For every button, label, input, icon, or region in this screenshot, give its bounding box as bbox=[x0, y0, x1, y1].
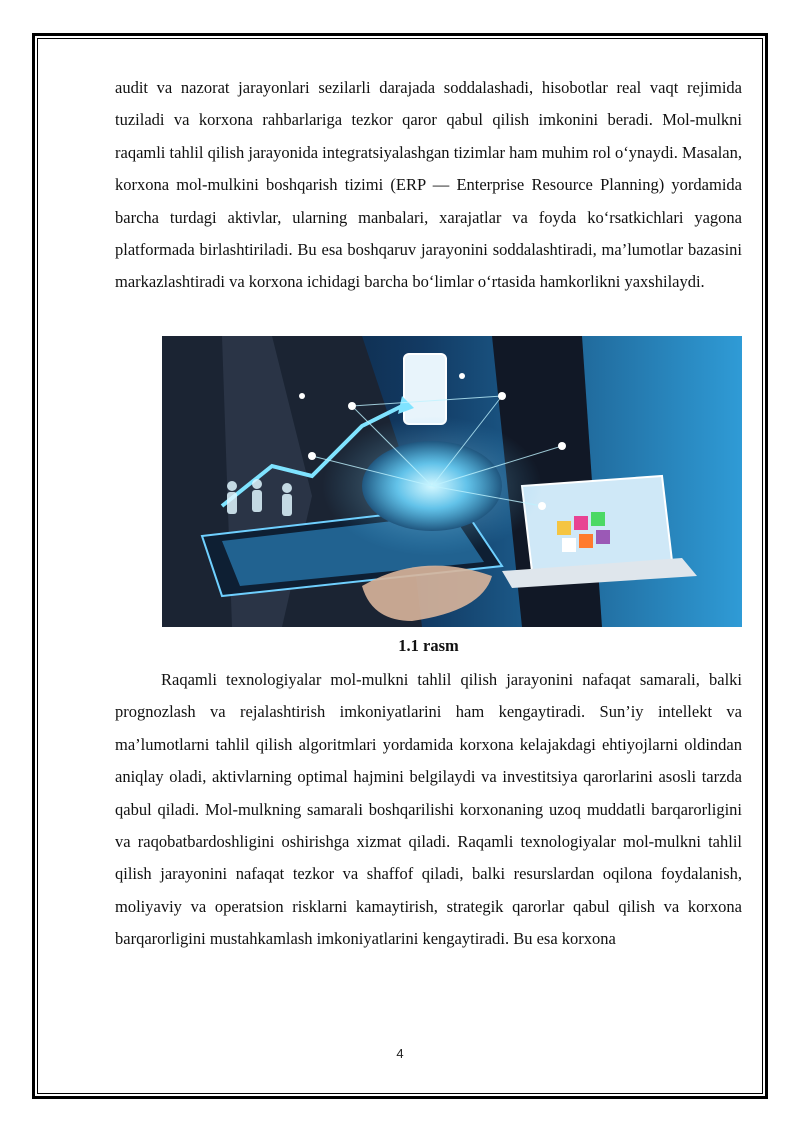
body-paragraph-1: audit va nazorat jarayonlari sezilarli darajada soddalashadi, hisobotlar real vaqt rejimida tuziladi va korxona rahbarlariga tezkor qaror qabul qilish imkonini beradi. Mol-mulkni raqamli tahlil qilish jarayonida integratsiyalashgan tizimlar ham muhim rol o‘ynaydi. Masalan, korxona mol-mulkini boshqarish tizimi (ERP — Enterprise Resource Planning) yordamida barcha turdagi aktivlar, ularning manbalari, xarajatlar va foyda ko‘rsatkichlari yagona platformada birlashtiriladi. Bu esa boshqaruv jarayonini soddalashtiradi, ma’lumotlar bazasini markazlashtiradi va korxona ichidagi barcha bo‘limlar o‘rtasida hamkorlikni yaxshilaydi. bbox=[115, 78, 742, 292]
figure-image bbox=[162, 336, 742, 627]
page-number: 4 bbox=[396, 1046, 404, 1061]
body-paragraph-2: Raqamli texnologiyalar mol-mulkni tahlil qilish jarayonini nafaqat samarali, balki prognozlash va rejalashtirish imkoniyatlarini ham kengaytiradi. Sun’iy intellekt va ma’lumotlarni tahlil qilish algoritmlari yordamida korxona kelajakdagi ehtiyojlarni oldindan aniqlay oladi, aktivlarning optimal hajmini belgilaydi va investitsiya qarorlarini asosli tarzda qabul qiladi. Mol-mulkning samarali boshqarilishi korxonaning uzoq muddatli barqarorligini va raqobatbardoshligini oshirishga xizmat qiladi. Raqamli texnologiyalar mol-mulkni tahlil qilish jarayonini nafaqat tezkor va shaffof qiladi, balki resurslardan oqilona foydalanish, moliyaviy va operatsion risklarni kamaytirish, strategik qarorlar qabul qilish va korxona barqarorligini mustahkamlash imkoniyatlarini kengaytiradi. Bu esa korxona bbox=[115, 670, 742, 949]
figure-caption: 1.1 rasm bbox=[398, 636, 459, 655]
digital-technology-illustration bbox=[162, 336, 742, 627]
